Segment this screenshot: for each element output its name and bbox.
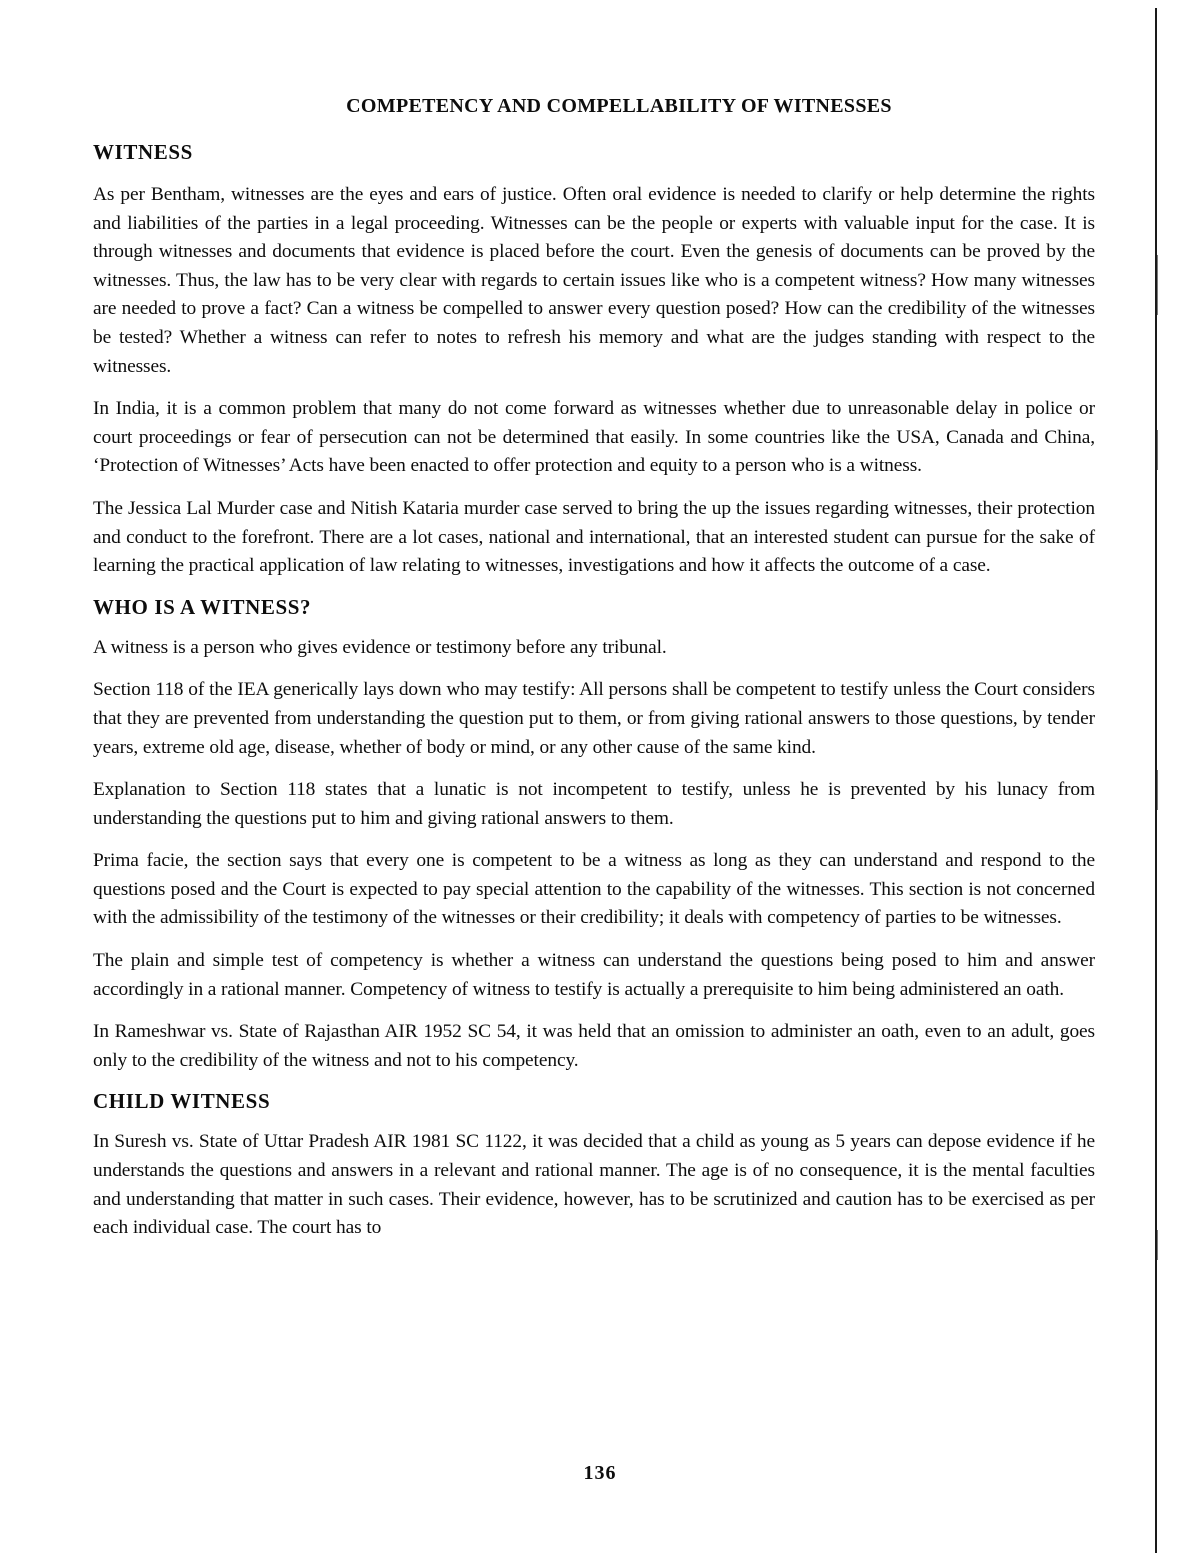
paragraph: In Rameshwar vs. State of Rajasthan AIR 1952 SC 54, it was held that an omission to administer an oath, even to an adult, goes only to the credibility of the witness and not to his competency.: [93, 1021, 1095, 1071]
paragraph: Explanation to Section 118 states that a lunatic is not incompetent to testify, unless he is prevented by his lunacy from understanding the questions put to him and giving rational answers to them.: [93, 779, 1095, 829]
section-heading: WHO IS A WITNESS?: [93, 594, 312, 619]
paragraph: A witness is a person who gives evidence or testimony before any tribunal.: [93, 636, 667, 658]
paragraph: The plain and simple test of competency is whether a witness can understand the questions being posed to him and answer accordingly in a rational manner. Competency of witness to testify is actually a prerequisite to him being administered an oath.: [93, 950, 1095, 1000]
section-heading: CHILD WITNESS: [93, 1089, 271, 1114]
paragraph: Section 118 of the IEA generically lays down who may testify: All persons shall be competent to testify unless the Court considers that they are prevented from understanding the question put to them, or from giving rational answers to those questions, by tender years, extreme old age, disease, whether of body or mind, or any other cause of the same kind.: [93, 679, 1095, 758]
scan-mark: [1157, 430, 1158, 470]
page-title: COMPETENCY AND COMPELLABILITY OF WITNESSES: [346, 95, 892, 117]
paragraph: As per Bentham, witnesses are the eyes and ears of justice. Often oral evidence is needed to clarify or help determine the rights and liabilities of the parties in a legal proceeding. Witnesses can be the people or experts with valuable input for the case. It is through witnesses and documents that evidence is placed before the court. Even the genesis of documents can be proved by the witnesses. Thus, the law has to be very clear with regards to certain issues like who is a competent witness? How many witnesses are needed to prove a fact? Can a witness be compelled to answer every question posed? How can the credibility of the witnesses be tested? Whether a witness can refer to notes to refresh his memory and what are the judges standing with respect to the witnesses.: [93, 184, 1095, 377]
paragraph: Prima facie, the section says that every one is competent to be a witness as long as they can understand and respond to the questions posed and the Court is expected to pay special attention to the capability of the witnesses. This section is not concerned with the admissibility of the testimony of the witnesses or their credibility; it deals with competency of parties to be witnesses.: [93, 850, 1095, 929]
scan-mark: [1157, 1230, 1158, 1260]
page-number: 136: [583, 1462, 617, 1484]
scan-mark: [1157, 255, 1158, 315]
scan-mark: [1157, 770, 1158, 810]
section-who-is-a-witness: [93, 595, 1095, 1076]
paragraph: The Jessica Lal Murder case and Nitish Kataria murder case served to bring the up the issues regarding witnesses, their protection and conduct to the forefront. There are a lot cases, national and international, that an interested student can pursue for the sake of learning the practical application of law relating to witnesses, investigations and how it affects the outcome of a case.: [93, 497, 1095, 577]
document-page: [93, 95, 1095, 1257]
paragraph: In India, it is a common problem that many do not come forward as witnesses whether due to unreasonable delay in police or court proceedings or fear of persecution can not be determined that easily. In some countries like the USA, Canada and China, ‘Protection of Witnesses’ Acts have been enacted to offer protection and equity to a person who is a witness.: [93, 398, 1095, 477]
section-heading: WITNESS: [93, 140, 193, 164]
section-child-witness: [93, 1089, 1095, 1242]
paragraph: In Suresh vs. State of Uttar Pradesh AIR 1981 SC 1122, it was decided that a child as young as 5 years can depose evidence if he understands the questions and answers in a relevant and rational manner. The age is of no consequence, it is the mental faculties and understanding that matter in such cases. Their evidence, however, has to be scrutinized and caution has to be exercised as per each individual case. The court has to: [93, 1131, 1095, 1239]
section-witness: [93, 140, 1095, 581]
